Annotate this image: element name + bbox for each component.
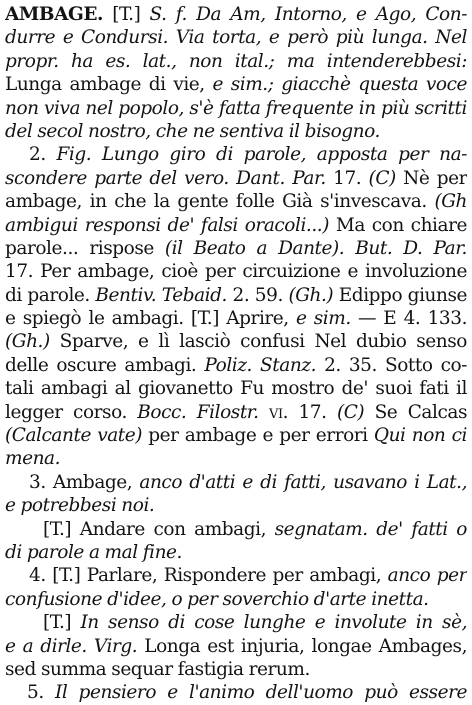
text-line [5, 494, 467, 517]
text-segment: anco d'atti e di fatti, usavano i Lat., [139, 471, 467, 493]
text-segment: S. f. Da Am, Intorno, e Ago, Con- [149, 4, 467, 25]
text-segment: e a dirle. Virg. [5, 635, 145, 657]
text-segment: 5. [27, 682, 55, 704]
text-segment: anco per [387, 565, 467, 587]
dictionary-entry [5, 3, 467, 705]
text-segment: di parole a mal fine. [5, 541, 182, 563]
text-line [5, 167, 467, 190]
text-segment: (Calcante vate) [5, 425, 149, 447]
text-segment: Il pensiero e l'animo dell'uomo può essere [55, 682, 467, 704]
text-segment: e sim. [295, 308, 359, 330]
text-line [5, 97, 467, 120]
text-line [5, 424, 467, 447]
text-segment: mena. [5, 448, 61, 470]
text-segment: 2. 35. Sotto co- [324, 354, 467, 376]
text-segment: 2. [29, 144, 57, 166]
text-line [5, 401, 467, 424]
text-segment: 4. [T.] Parlare, Rispondere per ambagi, [29, 565, 388, 587]
text-segment: propr. ha es. lat., non ital.; ma intenderebbesi: [5, 50, 467, 72]
text-line [5, 518, 467, 541]
text-line [5, 50, 467, 73]
text-segment: vi. [269, 401, 289, 423]
text-line [5, 73, 467, 96]
text-segment: non viva nel popolo, s'è fatta frequente in più scritti [5, 97, 467, 119]
text-segment: sed summa sequar fastigia rerum. [5, 658, 310, 680]
text-segment: (Gh.) [5, 331, 60, 353]
text-segment: 17. [288, 401, 337, 423]
text-segment: (Gh [434, 191, 467, 213]
text-line [5, 120, 467, 143]
text-line [5, 681, 467, 704]
text-segment: e sim.; giacchè questa voce [212, 74, 467, 96]
text-segment: [T.] [103, 4, 150, 25]
text-line [5, 658, 467, 681]
text-segment: (C) [336, 401, 375, 423]
text-segment: Bocc. Filostr. [137, 401, 269, 423]
text-line [5, 635, 467, 658]
text-line [5, 471, 467, 494]
text-line [5, 588, 467, 611]
text-segment: Nè per [403, 167, 467, 189]
text-line [5, 307, 467, 330]
text-segment: Sparve, e lì lasciò confusi Nel dubio senso [59, 331, 467, 353]
text-segment: Bentiv. Tebaid. [95, 284, 233, 306]
text-segment: Qui non ci [373, 425, 467, 447]
text-segment: — E 4. 133. [358, 308, 467, 330]
text-segment: 17. [333, 167, 369, 189]
text-line [5, 3, 467, 26]
text-segment: per ambage e per errori [148, 425, 374, 447]
text-segment: ambage, in che la gente folle Già s'invescava. [5, 191, 435, 213]
text-line [5, 143, 467, 166]
text-segment: 17. Per ambage, cioè per circuizione e involuzione [5, 261, 467, 283]
text-segment: e potrebbesi noi. [5, 495, 155, 517]
text-segment: AMBAGE. [5, 4, 104, 25]
text-segment: 2. 59. [232, 284, 289, 306]
text-segment: di parole. [5, 284, 96, 306]
text-segment: ambigui responsi de' falsi oracoli...) [5, 214, 336, 236]
text-segment: (il Beato a Dante). But. D. Par. [164, 237, 467, 259]
text-segment: 3. Ambage, [29, 471, 140, 493]
text-segment: segnatam. de' fatti o [274, 518, 467, 540]
text-segment: Lunga ambage di vie, [5, 74, 213, 96]
text-line [5, 214, 467, 237]
text-line [5, 190, 467, 213]
text-segment: Edippo giunse [338, 284, 467, 306]
text-line [5, 447, 467, 470]
text-segment: durre e Condursi. Via torta, e però più lunga. Nel [5, 27, 467, 49]
text-line [5, 26, 467, 49]
text-segment: Ma con chiare [335, 214, 467, 236]
text-segment: [T.] Andare con ambagi, [43, 518, 275, 540]
text-segment: (Gh.) [288, 284, 339, 306]
text-segment: tali ambagi al giovanetto Fu mostro de' suoi fati il [5, 378, 467, 400]
text-line [5, 330, 467, 353]
text-segment: e spiegò le ambagi. [T.] Aprire, [5, 308, 296, 330]
text-segment: Fig. Lungo giro di parole, apposta per na- [56, 144, 467, 166]
text-segment: del secol nostro, che ne sentiva il bisogno. [5, 120, 380, 142]
text-line [5, 377, 467, 400]
text-line [5, 237, 467, 260]
text-line [5, 284, 467, 307]
text-segment: Se Calcas [374, 401, 467, 423]
text-segment: (C) [368, 167, 404, 189]
text-segment: In senso di cose lunghe e involute in sè, [80, 612, 467, 634]
text-line [5, 354, 467, 377]
text-segment: legger corso. [5, 401, 138, 423]
text-segment: parole... rispose [5, 237, 165, 259]
text-segment: Longa est injuria, longae Ambages, [144, 635, 467, 657]
text-line [5, 564, 467, 587]
text-line [5, 611, 467, 634]
text-segment: confusione d'idee, o per soverchio d'arte inetta. [5, 588, 429, 610]
text-segment: [T.] [43, 612, 81, 634]
text-line [5, 541, 467, 564]
text-line [5, 260, 467, 283]
text-segment: delle oscure ambagi. [5, 354, 205, 376]
text-segment: scondere parte del vero. Dant. Par. [5, 167, 334, 189]
text-segment: Poliz. Stanz. [204, 354, 325, 376]
